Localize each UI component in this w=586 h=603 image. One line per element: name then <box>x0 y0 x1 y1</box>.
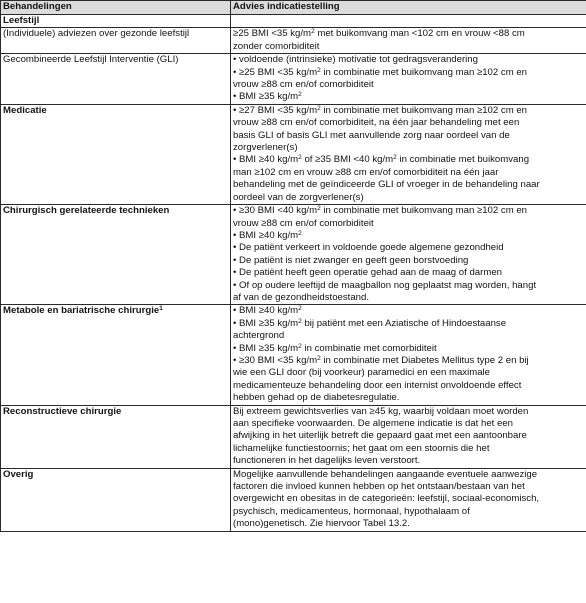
advice-cell <box>231 205 586 305</box>
text-line: vrouw ≥88 cm en/of comorbiditeit <box>233 217 374 229</box>
row-label-cell <box>1 205 231 305</box>
text-line: • BMI ≥35 $kg/m^2$ in combinatie met comorbiditeit <box>233 343 584 355</box>
row-label: (Individuele) adviezen over gezonde leefstijl <box>3 28 190 40</box>
table-row <box>1 28 586 54</box>
text-line: • BMI ≥35 $kg/m^2$ <box>233 91 584 103</box>
text-line: Mogelijke aanvullende behandelingen aangaande eventuele aanwezige <box>233 468 538 480</box>
row-label-cell <box>1 28 231 54</box>
section-row-lifestyle <box>1 15 586 28</box>
bullet-item <box>233 318 584 343</box>
row-label: Reconstructieve chirurgie <box>3 405 122 417</box>
bullet-item <box>233 305 584 317</box>
row-label: Overig <box>3 468 34 480</box>
text-line: vrouw ≥88 cm en/of comorbiditeit <box>233 79 374 91</box>
row-label-cell <box>1 405 231 468</box>
text-line: behandeling met de geïndiceerde GLI of vroeger in de behandeling naar <box>233 179 540 191</box>
text-line: wie een GLI door (bij voorkeur) paramedici en een maximale <box>233 367 491 379</box>
text-line: • BMI ≥40 $kg/m^2$ <box>233 305 584 317</box>
header-cell-treatments: Behandelingen <box>1 1 231 15</box>
text-line: • Of op oudere leeftijd de maagballon nog geplaatst mag worden, hangt <box>233 280 584 292</box>
text-line: • BMI ≥35 $kg/m^2$ bij patiënt met een Aziatische of Hindoestaanse <box>233 318 584 330</box>
text-line: • voldoende (intrinsieke) motivatie tot gedragsverandering <box>233 54 584 66</box>
text-line: ≥25 BMI <35 $kg/m^2$ met buikomvang man <102 cm en vrouw <88 cm <box>233 28 525 40</box>
text-line: zorgverlener(s) <box>233 142 298 154</box>
footnote-marker: 1 <box>159 305 163 313</box>
text-line: oordeel van de zorgverlener(s) <box>233 191 364 203</box>
text-line: vrouw ≥88 cm en/of comorbiditeit, na één jaar behandeling met een <box>233 117 520 129</box>
bullet-item <box>233 105 584 155</box>
bullet-item <box>233 154 584 204</box>
text-line: hebben gehad op de diabetesregulatie. <box>233 392 400 404</box>
advice-cell <box>231 405 586 468</box>
text-line: man ≥102 cm en vrouw ≥88 cm en/of comorbiditeit na één jaar <box>233 166 499 178</box>
row-label: Chirurgisch gerelateerde technieken <box>3 205 170 217</box>
bullet-item <box>233 267 584 279</box>
text-line: achtergrond <box>233 330 285 342</box>
text-line: psychisch, medicamenteus, hormonaal, hypothalaam of <box>233 505 470 517</box>
text-line: zonder comorbiditeit <box>233 40 320 52</box>
row-label-cell <box>1 54 231 105</box>
row-label: Metabole en bariatrische chirurgie <box>3 305 160 317</box>
bullet-item <box>233 255 584 267</box>
text-line: medicamenteuze behandeling door een internist onvoldoende effect <box>233 379 522 391</box>
text-line: • BMI ≥40 $kg/m^2$ <box>233 230 584 242</box>
bullet-item <box>233 54 584 66</box>
text-line: af van de gezondheidstoestand. <box>233 291 370 303</box>
advice-paragraph <box>233 406 584 468</box>
advice-cell <box>231 305 586 405</box>
advice-cell <box>231 104 586 204</box>
text-line: • De patiënt verkeert in voldoende goede algemene gezondheid <box>233 242 584 254</box>
text-line: • De patiënt heeft geen operatie gehad aan de maag of darmen <box>233 267 584 279</box>
header-row <box>1 1 586 15</box>
text-line: • ≥30 BMI <40 $kg/m^2$ in combinatie met buikomvang man ≥102 cm en <box>233 205 584 217</box>
bullet-item <box>233 91 584 103</box>
bullet-item <box>233 242 584 254</box>
advice-paragraph <box>233 469 584 531</box>
table-row <box>1 104 586 204</box>
section-empty-cell <box>231 15 586 28</box>
text-line: afwijking in het uiterlijk betreft die gepaard gaat met een aantoonbare <box>233 430 527 442</box>
table-row <box>1 405 586 468</box>
header-cell-advice: Advies indicatiestelling <box>231 1 586 15</box>
table-row <box>1 468 586 531</box>
advice-cell <box>231 54 586 105</box>
text-line: • ≥25 BMI <35 $kg/m^2$ in combinatie met buikomvang man ≥102 cm en <box>233 67 584 79</box>
text-line: • De patiënt is niet zwanger en geeft geen borstvoeding <box>233 255 584 267</box>
bullet-item <box>233 355 584 405</box>
bullet-item <box>233 230 584 242</box>
text-line: functioneren in het dagelijks leven verstoort. <box>233 455 421 467</box>
text-line: aan specifieke voorwaarden. De algemene indicatie is dat het een <box>233 418 513 429</box>
bullet-item <box>233 67 584 92</box>
row-label-cell <box>1 104 231 204</box>
advice-paragraph <box>233 28 584 53</box>
table-row <box>1 305 586 405</box>
text-line: (mono)genetisch. Zie hiervoor Tabel 13.2. <box>233 518 410 530</box>
advice-cell <box>231 468 586 531</box>
table-row <box>1 54 586 105</box>
table-row <box>1 205 586 305</box>
row-label-cell <box>1 305 231 405</box>
row-label: Gecombineerde Leefstijl Interventie (GLI) <box>3 54 179 66</box>
row-label-cell <box>1 468 231 531</box>
text-line: basis GLI of basis GLI met aanvullende zorg naar oordeel van de <box>233 129 510 141</box>
bullet-item <box>233 280 584 305</box>
text-line: • ≥27 BMI <35 $kg/m^2$ in combinatie met buikomvang man ≥102 cm en <box>233 105 584 117</box>
text-line: factoren die invloed kunnen hebben op het ontstaan/bestaan van het <box>233 481 525 493</box>
section-label-lifestyle: Leefstijl <box>1 15 231 28</box>
bullet-item <box>233 343 584 355</box>
text-line: • BMI ≥40 $kg/m^2$ of ≥35 BMI <40 $kg/m^2$ in combinatie met buikomvang <box>233 154 584 166</box>
row-label: Medicatie <box>3 104 47 116</box>
text-line: • ≥30 BMI <35 $kg/m^2$ in combinatie met Diabetes Mellitus type 2 en bij <box>233 355 584 367</box>
text-line: lichamelijke functiestoornis; het gaat om een stoornis die het <box>233 442 490 454</box>
bullet-item <box>233 205 584 230</box>
advice-cell <box>231 28 586 54</box>
text-line: Bij extreem gewichtsverlies van ≥45 kg, waarbij voldaan moet worden <box>233 405 529 417</box>
text-line: overgewicht en obesitas in de categorieën: leefstijl, sociaal-economisch, <box>233 493 540 505</box>
